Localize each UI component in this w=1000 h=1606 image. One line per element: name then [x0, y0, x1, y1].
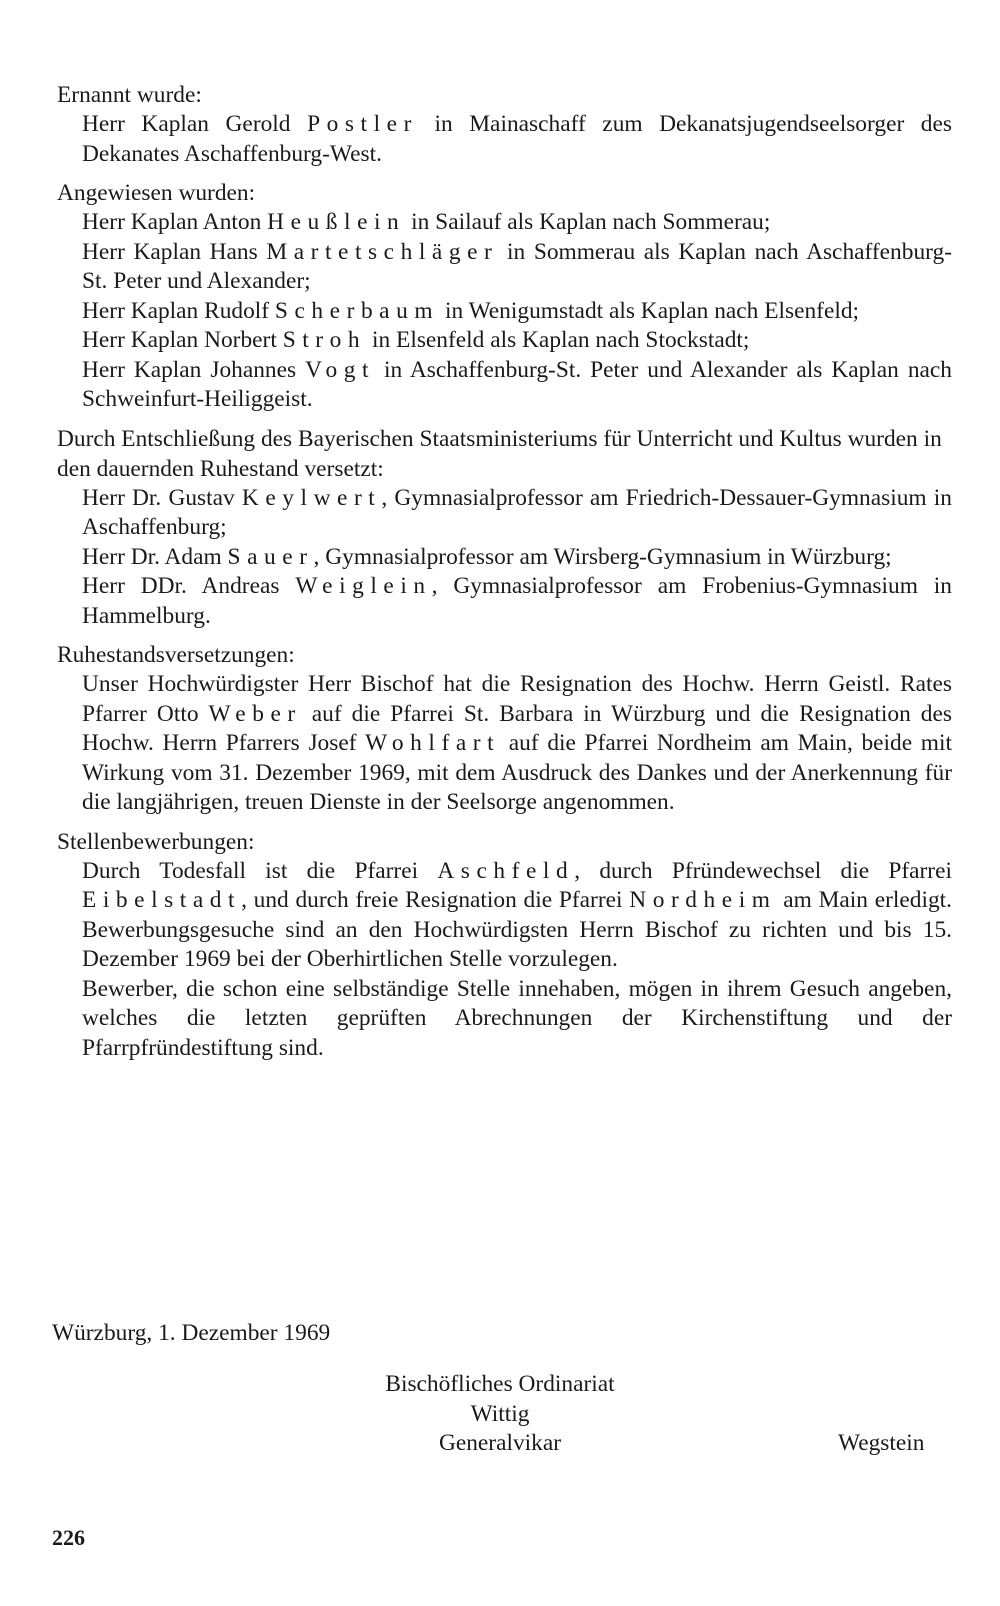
spaced-name: Weber [208, 700, 302, 727]
text-run: in Elsenfeld als Kaplan nach Stockstadt; [366, 327, 750, 353]
text-run: in Mainaschaff zum Dekanatsjugendseelsorger des Dekanates Aschaffenburg-West. [82, 111, 952, 167]
document-body [57, 80, 952, 1072]
paragraph [82, 356, 952, 415]
text-run: , Gymnasialprofessor am Friedrich-Dessauer-Gymnasium in Aschaffenburg; [82, 484, 952, 540]
signature-block [350, 1370, 650, 1459]
spaced-name: Wohlfart [365, 730, 501, 756]
text-run: , Gymnasialprofessor am Wirsberg-Gymnasium in Würzburg; [313, 543, 892, 570]
text-run: Bewerber, die schon eine selbständige Stelle innehaben, mögen in ihrem Gesuch angeben, welches die letzten geprüften Abrechnungen der Kirchenstiftung und der Pfarrpfründestiftung sind. [82, 975, 952, 1061]
text-run: Herr Kaplan Norbert [82, 327, 283, 353]
section-heading: Stellenbewerbungen: [57, 828, 255, 855]
spaced-name: Martetschläger [266, 238, 499, 265]
section-body [82, 857, 952, 1064]
text-run: in Sommerau als Kaplan nach Aschaffenburg-St. Peter und Alexander; [82, 238, 952, 294]
spaced-name: Scherbaum [274, 297, 440, 324]
date-line: Würzburg, 1. Dezember 1969 [52, 1320, 331, 1346]
text-run: am Main erledigt. Bewerbungsgesuche sind an den Hochwürdigsten Herrn Bischof zu richten und bis 15. Dezember 1969 bei der Oberhirtlichen Stelle vorzulegen. [82, 887, 952, 972]
spaced-name: Vogt [305, 356, 376, 383]
spaced-name: Weiglein [295, 573, 432, 599]
section-heading: Angewiesen wurden: [57, 180, 256, 206]
section [57, 827, 952, 1064]
section [57, 640, 952, 818]
spaced-name: Sauer [227, 543, 314, 570]
section [57, 178, 952, 415]
spaced-name: Keylwert [241, 484, 382, 511]
spaced-name: Stroh [282, 327, 367, 353]
section-heading: Durch Entschließung des Bayerischen Staatsministeriums für Unterricht und Kultus wurden in den dauernden Ruhestand versetzt: [57, 425, 942, 482]
text-run: Unser Hochwürdigster Herr Bischof hat die Resignation des Hochw. Herrn Geistl. Rates Pfarrer Otto [82, 671, 952, 727]
signature-title: Generalvikar [438, 1430, 562, 1456]
paragraph [82, 975, 952, 1064]
paragraph [82, 484, 952, 543]
text-run: auf die Pfarrei St. Barbara in Würzburg und die Resignation des Hochw. Herrn Pfarrers Josef [82, 700, 952, 756]
paragraph [82, 326, 952, 356]
text-run: Herr Kaplan Gerold [82, 111, 308, 137]
text-run: Herr Kaplan Anton [82, 209, 268, 235]
text-run: in Aschaffenburg-St. Peter und Alexander als Kaplan nach Schweinfurt-Heiliggeist. [82, 356, 952, 412]
section-heading: Ernannt wurde: [57, 82, 202, 108]
paragraph [82, 857, 952, 975]
paragraph [82, 572, 952, 631]
text-run: auf die Pfarrei Nordheim am Main, beide mit Wirkung vom 31. Dezember 1969, mit dem Ausdruck des Dankes und der Anerkennung für die langjährigen, treuen Dienste in der Seelsorge angenommen. [82, 730, 952, 815]
text-run: Herr DDr. Andreas [82, 573, 296, 599]
paragraph [82, 670, 952, 818]
text-run: , durch Pfründewechsel die Pfarrei [574, 857, 952, 884]
text-run: in Wenigumstadt als Kaplan nach Elsenfeld; [439, 297, 860, 324]
spaced-name: Postler [307, 111, 418, 137]
section-body [82, 670, 952, 818]
section-body [82, 208, 952, 415]
section-heading: Ruhestandsversetzungen: [57, 642, 295, 668]
section-body [82, 110, 952, 169]
paragraph [82, 238, 952, 297]
text-run: Herr Kaplan Hans [82, 238, 267, 265]
spaced-name: Nordheim [629, 887, 777, 913]
spaced-name: Aschfeld [437, 857, 575, 884]
page-number: 226 [52, 1525, 85, 1550]
signature-right-name: Wegstein [838, 1430, 925, 1456]
signature-name: Wittig [470, 1400, 530, 1427]
section [57, 424, 952, 632]
section-body [82, 484, 952, 632]
spaced-name: Eibelstadt [82, 887, 242, 913]
signature-office: Bischöfliches Ordinariat [385, 1371, 615, 1397]
text-run: Herr Kaplan Rudolf [82, 297, 275, 324]
spaced-name: Heußlein [267, 209, 406, 235]
text-run: in Sailauf als Kaplan nach Sommerau; [405, 209, 771, 235]
text-run: , Gymnasialprofessor am Frobenius-Gymnasium in Hammelburg. [82, 573, 952, 629]
paragraph [82, 543, 952, 573]
paragraph [82, 110, 952, 169]
section [57, 80, 952, 169]
text-run: , und durch freie Resignation die Pfarrei [241, 887, 630, 913]
text-run: Herr Dr. Gustav [82, 484, 242, 511]
text-run: Herr Kaplan Johannes [82, 356, 306, 383]
paragraph [82, 208, 952, 238]
paragraph [82, 297, 952, 327]
text-run: Herr Dr. Adam [82, 543, 228, 570]
text-run: Durch Todesfall ist die Pfarrei [82, 857, 438, 884]
